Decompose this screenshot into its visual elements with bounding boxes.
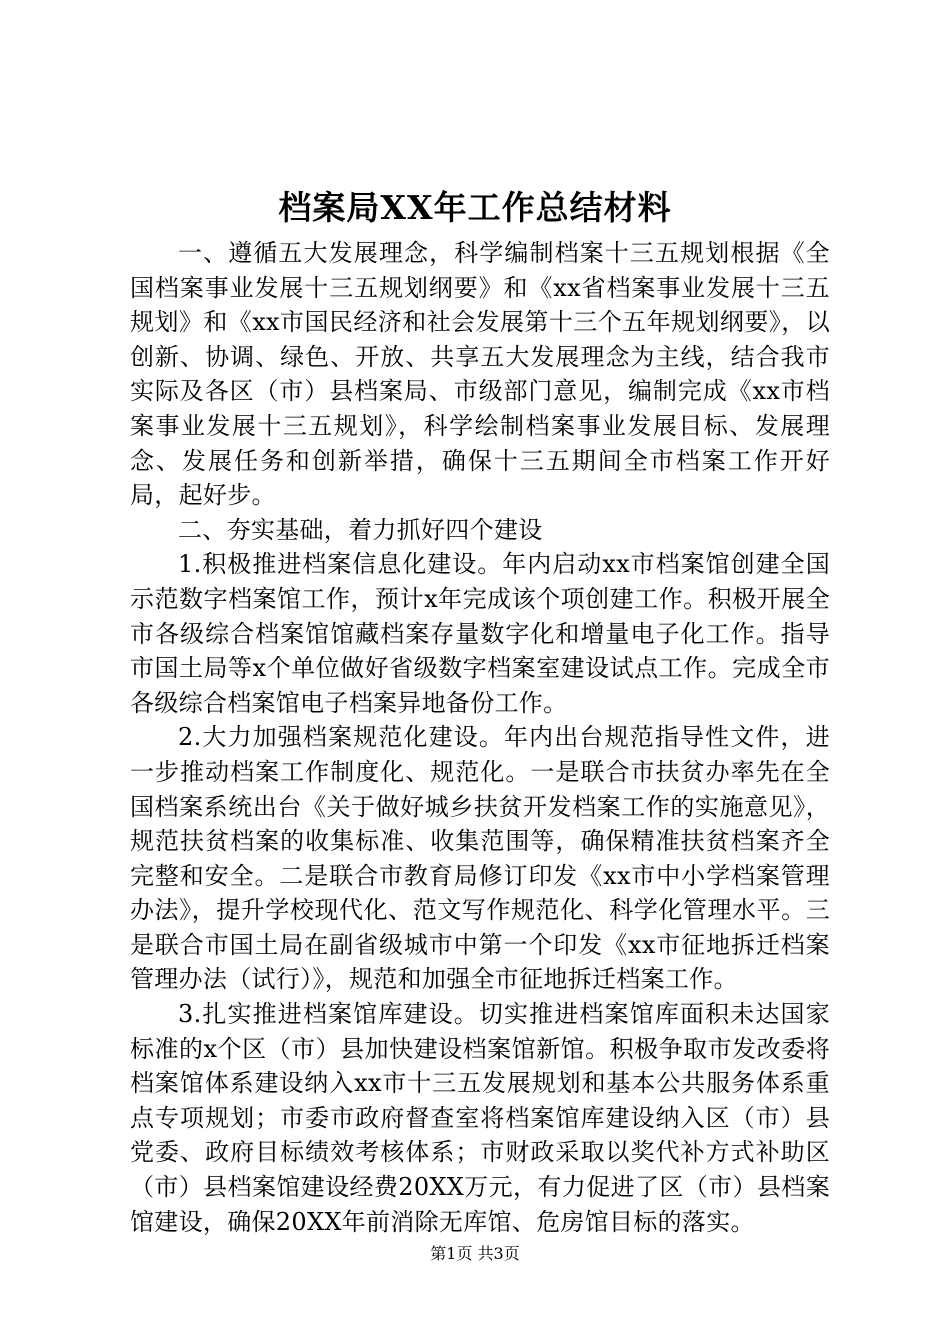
page-footer: 第1页 共3页 — [430, 1244, 520, 1263]
paragraph-informatization: 1.积极推进档案信息化建设。年内启动xx市档案馆创建全国示范数字档案馆工作，预计x年完成该个项创建工作。积极开展全市各级综合档案馆馆藏档案存量数字化和增量电子化工作。指导市国土局等x个单位做好省级数字档案室建设试点工作。完成全市各级综合档案馆电子档案异地备份工作。 — [130, 550, 830, 717]
document-title: 档案局XX年工作总结材料 — [278, 188, 672, 227]
document-body — [130, 236, 830, 1239]
paragraph-principles: 一、遵循五大发展理念，科学编制档案十三五规划根据《全国档案事业发展十三五规划纲要》和《xx省档案事业发展十三五规划》和《xx市国民经济和社会发展第十三个五年规划纲要》，以创新、协调、绿色、开放、共享五大发展理念为主线，结合我市实际及各区（市）县档案局、市级部门意见，编制完成《xx市档案事业发展十三五规划》，科学绘制档案事业发展目标、发展理念、发展任务和创新举措，确保十三五期间全市档案工作开好局，起好步。 — [130, 239, 830, 510]
paragraph-standardization: 2.大力加强档案规范化建设。年内出台规范指导性文件，进一步推动档案工作制度化、规范化。一是联合市扶贫办率先在全国档案系统出台《关于做好城乡扶贫开发档案工作的实施意见》，规范扶贫档案的收集标准、收集范围等，确保精准扶贫档案齐全完整和安全。二是联合市教育局修订印发《xx市中小学档案管理办法》，提升学校现代化、范文写作规范化、科学化管理水平。三是联合市国土局在副省级城市中第一个印发《xx市征地拆迁档案管理办法（试行）》，规范和加强全市征地拆迁档案工作。 — [130, 723, 830, 994]
paragraph-archive-building: 3.扎实推进档案馆库建设。切实推进档案馆库面积未达国家标准的x个区（市）县加快建设档案馆新馆。积极争取市发改委将档案馆体系建设纳入xx市十三五发展规划和基本公共服务体系重点专项规划；市委市政府督查室将档案馆库建设纳入区（市）县党委、政府目标绩效考核体系；市财政采取以奖代补方式补助区（市）县档案馆建设经费20XX万元，有力促进了区（市）县档案馆建设，确保20XX年前消除无库馆、危房馆目标的落实。 — [130, 1000, 830, 1236]
paragraph-section-heading: 二、夯实基础，着力抓好四个建设 — [178, 515, 543, 544]
